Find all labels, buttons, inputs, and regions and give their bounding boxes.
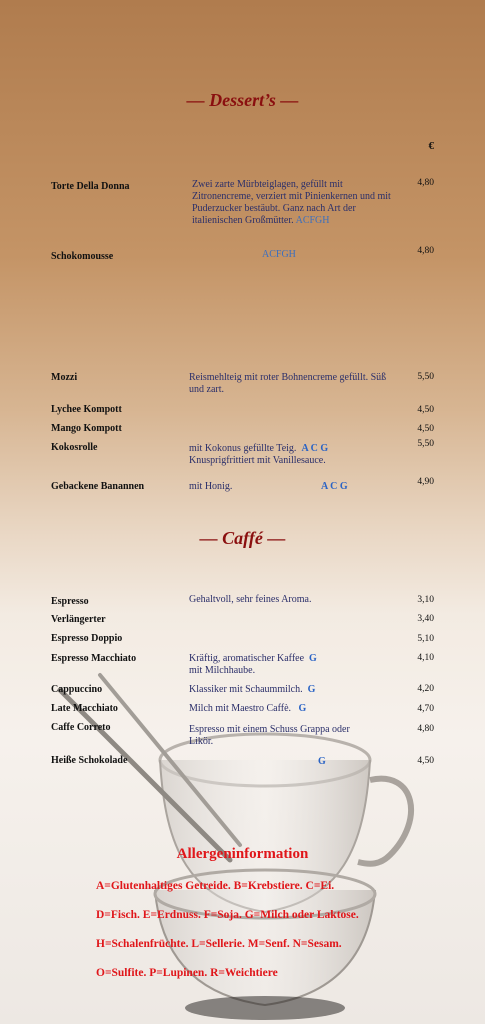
menu-item-price: 4,80 bbox=[417, 724, 434, 734]
menu-item-desc: mit Kokonus gefüllte Teig. A C G Knusprigfrittiert mit Vanillesauce. bbox=[189, 443, 329, 466]
menu-item-price: 5,10 bbox=[417, 634, 434, 644]
menu-item-price: 4,50 bbox=[417, 756, 434, 766]
allergen-code: A C G bbox=[321, 481, 348, 492]
menu-item-name: Espresso bbox=[51, 596, 89, 607]
menu-item-price: 4,20 bbox=[417, 684, 434, 694]
menu-item-price: 4,70 bbox=[417, 704, 434, 714]
menu-item-price: 4,10 bbox=[417, 653, 434, 663]
menu-item-name: Kokosrolle bbox=[51, 442, 98, 453]
dessert-heading: — Dessert’s — bbox=[186, 90, 299, 110]
menu-item-name: Espresso Macchiato bbox=[51, 653, 137, 664]
caffe-heading: — Caffé — bbox=[199, 528, 286, 548]
menu-item-desc: Espresso mit einem Schuss Grappa oder Likör. bbox=[189, 724, 350, 747]
menu-item-name: Caffe Correto bbox=[51, 722, 111, 733]
allergen-line: A=Glutenhaltiges Getreide. B=Krebstiere. C=Ei. bbox=[96, 880, 335, 892]
menu-item-desc: Klassiker mit Schaummilch. G bbox=[189, 684, 316, 695]
menu-item-name: Torte Della Donna bbox=[51, 181, 130, 192]
menu-item-name: Gebackene Banannen bbox=[51, 481, 145, 492]
menu-item-price: 5,50 bbox=[417, 372, 434, 382]
menu-item-price: 3,10 bbox=[417, 595, 434, 605]
allergen-code: G bbox=[309, 653, 317, 664]
menu-item-desc: Milch mit Maestro Caffè. G bbox=[189, 703, 307, 714]
menu-item-price: 3,40 bbox=[417, 614, 434, 624]
menu-item-price: 5,50 bbox=[417, 439, 434, 449]
menu-item-price: 4,80 bbox=[417, 246, 434, 256]
menu-item-desc: Gehaltvoll, sehr feines Aroma. bbox=[189, 594, 312, 605]
allergen-code: ACFGH bbox=[262, 249, 296, 260]
menu-item-price: 4,90 bbox=[417, 477, 434, 487]
menu-item-price: 4,50 bbox=[417, 424, 434, 434]
menu-item-name: Late Macchiato bbox=[51, 703, 118, 714]
menu-item-name: Mozzi bbox=[51, 372, 78, 383]
menu-item-name: Heiße Schokolade bbox=[51, 755, 128, 766]
currency-symbol: € bbox=[428, 140, 434, 152]
menu-item-name: Mango Kompott bbox=[51, 423, 122, 434]
allergen-code: ACFGH bbox=[295, 215, 330, 226]
allergen-line: D=Fisch. E=Erdnuss. F=Soja. G=Milch oder Laktose. bbox=[96, 909, 359, 921]
menu-item-name: Schokomousse bbox=[51, 251, 114, 262]
menu-item-desc: Kräftig, aromatischer Kaffee G mit Milchhaube. bbox=[189, 653, 317, 676]
menu-item-price: 4,80 bbox=[417, 178, 434, 188]
allergen-line: H=Schalenfrüchte. L=Sellerie. M=Senf. N=Sesam. bbox=[96, 938, 342, 950]
allergen-code: G bbox=[307, 684, 316, 695]
allergen-code: G bbox=[298, 703, 307, 714]
menu-item-name: Lychee Kompott bbox=[51, 404, 122, 415]
menu-item-desc: mit Honig. bbox=[189, 481, 233, 492]
allergen-code: A C G bbox=[301, 443, 329, 454]
menu-item-name: Cappuccino bbox=[51, 684, 103, 695]
menu-item-price: 4,50 bbox=[417, 405, 434, 415]
menu-item-desc: Zwei zarte Mürbteiglagen, gefüllt mit Zitronencreme, verziert mit Pinienkernen und mit Puderzucker bestäubt. Ganz nach Art der italienischen Großmütter. ACFGH bbox=[192, 179, 391, 226]
allergen-code: G bbox=[318, 756, 326, 767]
menu-item-name: Verlängerter bbox=[51, 614, 106, 625]
allergen-line: O=Sulfite. P=Lupinen. R=Weichtiere bbox=[96, 967, 278, 979]
menu-item-desc: Reismehlteig mit roter Bohnencreme gefüllt. Süß und zart. bbox=[189, 372, 387, 395]
allergen-title: Allergeninformation bbox=[176, 846, 309, 862]
menu-item-name: Espresso Doppio bbox=[51, 633, 123, 644]
